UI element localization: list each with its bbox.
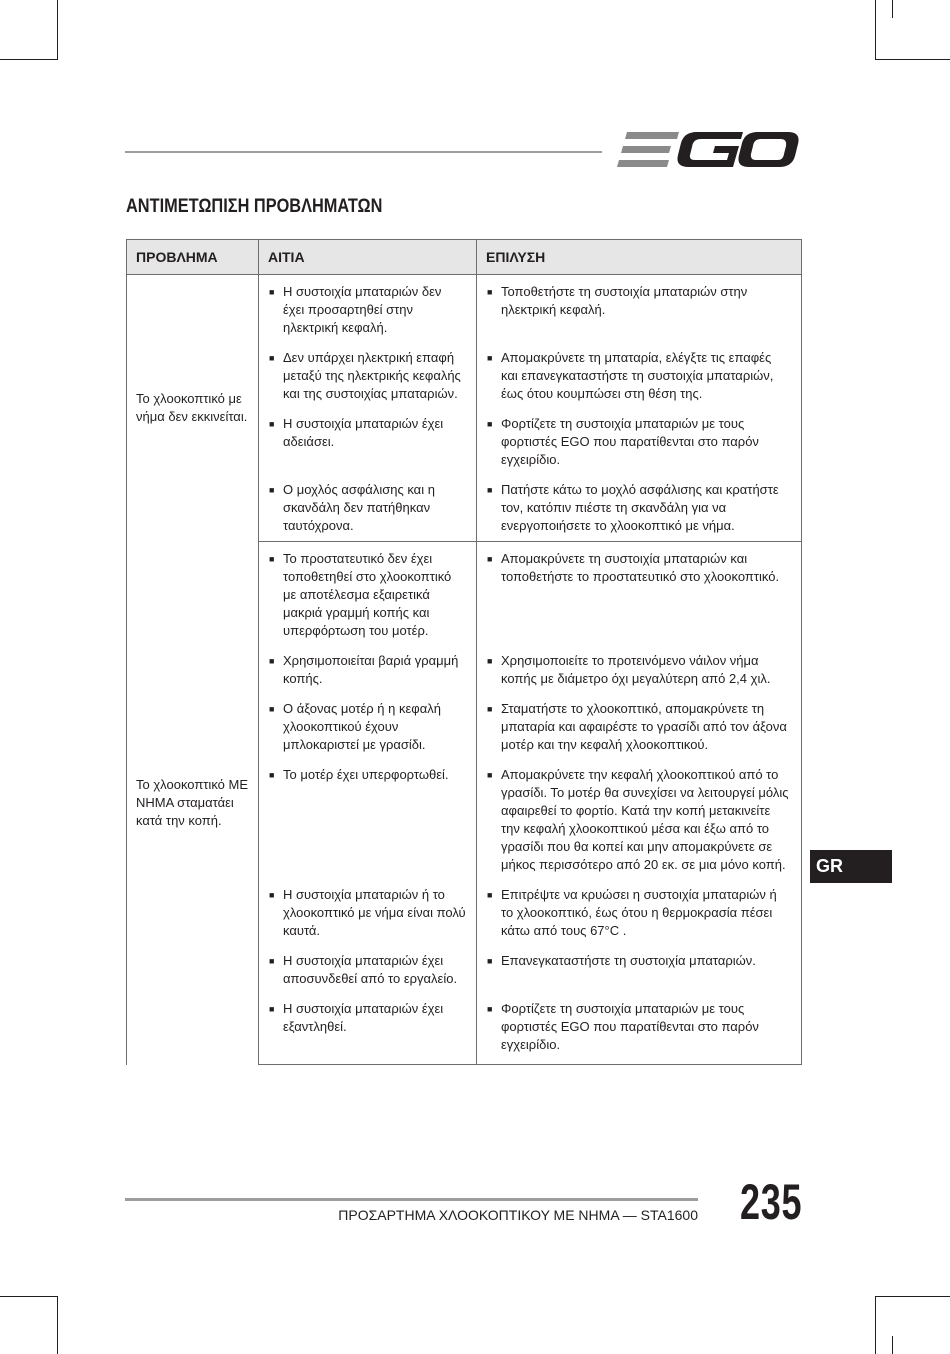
bullet-icon: ■ xyxy=(269,353,275,363)
solution-text: Πατήστε κάτω το μοχλό ασφάλισης και κρατήστε τον, κατόπιν πιέστε τη σκανδάλη για να ενεργοποιήσετε το χλοοκοπτικό με νήμα. xyxy=(501,482,779,533)
header-rule xyxy=(125,151,602,153)
language-tab: GR xyxy=(810,850,892,883)
crop-mark xyxy=(892,0,893,18)
cause-text: Η συστοιχία μπαταριών δεν έχει προσαρτηθεί στην ηλεκτρική κεφαλή. xyxy=(283,284,442,335)
solution-cell xyxy=(477,946,802,994)
bullet-icon: ■ xyxy=(269,770,275,780)
bullet-icon: ■ xyxy=(487,704,493,714)
cause-cell xyxy=(259,409,477,475)
bullet-icon: ■ xyxy=(269,1004,275,1014)
bullet-icon: ■ xyxy=(487,956,493,966)
solution-text: Χρησιμοποιείτε το προτεινόμενο νάιλον νήμα κοπής με διάμετρο όχι μεγαλύτερη από 2,4 χιλ. xyxy=(501,653,771,686)
solution-cell xyxy=(477,343,802,409)
bullet-icon: ■ xyxy=(487,485,493,495)
solution-text: Φορτίζετε τη συστοιχία μπαταριών με τους φορτιστές EGO που παρατίθενται στο παρόν εγχειρίδιο. xyxy=(501,416,759,467)
bullet-icon: ■ xyxy=(487,353,493,363)
cause-cell xyxy=(259,946,477,994)
troubleshooting-table xyxy=(126,239,802,1065)
cause-text: Ο άξονας μοτέρ ή η κεφαλή χλοοκοπτικού έχουν μπλοκαριστεί με γρασίδι. xyxy=(283,701,441,752)
solution-cell xyxy=(477,694,802,760)
cause-cell xyxy=(259,880,477,946)
crop-mark xyxy=(0,1296,58,1297)
solution-cell xyxy=(477,994,802,1065)
solution-cell xyxy=(477,880,802,946)
footer-text: ΠΡΟΣΑΡΤΗΜΑ ΧΛΟΟΚΟΠΤΙΚΟΥ ΜΕ ΝΗΜΑ — STA1600 xyxy=(338,1207,698,1223)
solution-cell xyxy=(477,542,802,647)
cause-text: Το προστατευτικό δεν έχει τοποθετηθεί στο χλοοκοπτικό με αποτέλεσμα εξαιρετικά μακριά γραμμή κοπής και υπερφόρτωση του μοτέρ. xyxy=(283,551,452,638)
solution-cell xyxy=(477,409,802,475)
cause-text: Η συστοιχία μπαταριών έχει εξαντληθεί. xyxy=(283,1001,444,1034)
cause-text: Χρησιμοποιείται βαριά γραμμή κοπής. xyxy=(283,653,459,686)
bullet-icon: ■ xyxy=(487,287,493,297)
crop-mark xyxy=(892,1336,893,1354)
bullet-icon: ■ xyxy=(487,890,493,900)
solution-text: Απομακρύνετε τη συστοιχία μπαταριών και τοποθετήστε το προστατευτικό στο χλοοκοπτικό. xyxy=(501,551,780,584)
bullet-icon: ■ xyxy=(269,485,275,495)
cause-text: Ο μοχλός ασφάλισης και η σκανδάλη δεν πατήθηκαν ταυτόχρονα. xyxy=(283,482,435,533)
solution-cell xyxy=(477,760,802,880)
bullet-icon: ■ xyxy=(269,419,275,429)
page-title: ΑΝΤΙΜΕΤΩΠΙΣΗ ΠΡΟΒΛΗΜΑΤΩΝ xyxy=(126,196,383,217)
solution-text: Επιτρέψτε να κρυώσει η συστοιχία μπαταριών ή το χλοοκοπτικό, έως ότου η θερμοκρασία πέσει κάτω από τους 67°C . xyxy=(501,887,777,938)
bullet-icon: ■ xyxy=(269,656,275,666)
problem-cell: Το χλοοκοπτικό με νήμα δεν εκκινείται. xyxy=(127,275,259,542)
solution-text: Επανεγκαταστήστε τη συστοιχία μπαταριών. xyxy=(501,953,756,968)
solution-cell xyxy=(477,475,802,542)
bullet-icon: ■ xyxy=(269,956,275,966)
solution-text: Απομακρύνετε την κεφαλή χλοοκοπτικού από το γρασίδι. Το μοτέρ θα συνεχίσει να λειτουργεί μόλις αφαιρεθεί το φορτίο. Κατά την κοπή μετακινείτε την κεφαλή χλοοκοπτικού μέσα και έξω από το γρασίδι που θα κοπεί και μην απομακρύνετε σε μήκος περισσότερο από 20 εκ. σε μια μόνο κοπή. xyxy=(501,767,789,872)
table-row xyxy=(127,275,802,344)
cause-text: Η συστοιχία μπαταριών ή το χλοοκοπτικό με νήμα είναι πολύ καυτά. xyxy=(283,887,466,938)
cause-cell xyxy=(259,542,477,647)
crop-mark xyxy=(875,1296,950,1297)
solution-text: Απομακρύνετε τη μπαταρία, ελέγξτε τις επαφές και επανεγκαταστήστε τη συστοιχία μπαταριών, έως ότου κουμπώσει στη θέση της. xyxy=(501,350,774,401)
crop-mark xyxy=(0,59,58,60)
cause-cell xyxy=(259,646,477,694)
cause-text: Η συστοιχία μπαταριών έχει αδειάσει. xyxy=(283,416,444,449)
bullet-icon: ■ xyxy=(487,419,493,429)
ego-logo xyxy=(617,128,799,172)
crop-mark xyxy=(57,1296,58,1354)
cause-cell xyxy=(259,994,477,1065)
cause-cell xyxy=(259,475,477,542)
table-row xyxy=(127,542,802,647)
bullet-icon: ■ xyxy=(487,1004,493,1014)
bullet-icon: ■ xyxy=(487,554,493,564)
cause-cell xyxy=(259,275,477,344)
bullet-icon: ■ xyxy=(269,287,275,297)
bullet-icon: ■ xyxy=(269,554,275,564)
bullet-icon: ■ xyxy=(269,704,275,714)
solution-text: Τοποθετήστε τη συστοιχία μπαταριών στην ηλεκτρική κεφαλή. xyxy=(501,284,748,317)
crop-mark xyxy=(875,0,876,60)
crop-mark xyxy=(875,59,950,60)
cause-cell xyxy=(259,760,477,880)
page-number: 235 xyxy=(740,1174,803,1230)
crop-mark xyxy=(875,1296,876,1354)
cause-text: Το μοτέρ έχει υπερφορτωθεί. xyxy=(283,767,449,782)
solution-cell xyxy=(477,646,802,694)
bullet-icon: ■ xyxy=(269,890,275,900)
cause-text: Δεν υπάρχει ηλεκτρική επαφή μεταξύ της ηλεκτρικής κεφαλής και της συστοιχίας μπαταριών. xyxy=(283,350,461,401)
bullet-icon: ■ xyxy=(487,656,493,666)
footer-rule xyxy=(125,1198,698,1201)
solution-text: Σταματήστε το χλοοκοπτικό, απομακρύνετε τη μπαταρία και αφαιρέστε το γρασίδι από τον άξονα μοτέρ και την κεφαλή χλοοκοπτικού. xyxy=(501,701,787,752)
cause-cell xyxy=(259,694,477,760)
problem-cell: Το χλοοκοπτικό ΜΕ ΝΗΜΑ σταματάει κατά την κοπή. xyxy=(127,542,259,1065)
cause-cell xyxy=(259,343,477,409)
bullet-icon: ■ xyxy=(487,770,493,780)
solution-text: Φορτίζετε τη συστοιχία μπαταριών με τους φορτιστές EGO που παρατίθενται στο παρόν εγχειρίδιο. xyxy=(501,1001,759,1052)
solution-cell xyxy=(477,275,802,344)
crop-mark xyxy=(57,0,58,60)
column-header-cause: ΑΙΤΙΑ xyxy=(259,240,477,275)
table-header-row xyxy=(127,240,802,275)
column-header-solution: ΕΠΙΛΥΣΗ xyxy=(477,240,802,275)
cause-text: Η συστοιχία μπαταριών έχει αποσυνδεθεί από το εργαλείο. xyxy=(283,953,458,986)
column-header-problem: ΠΡΟΒΛΗΜΑ xyxy=(127,240,259,275)
